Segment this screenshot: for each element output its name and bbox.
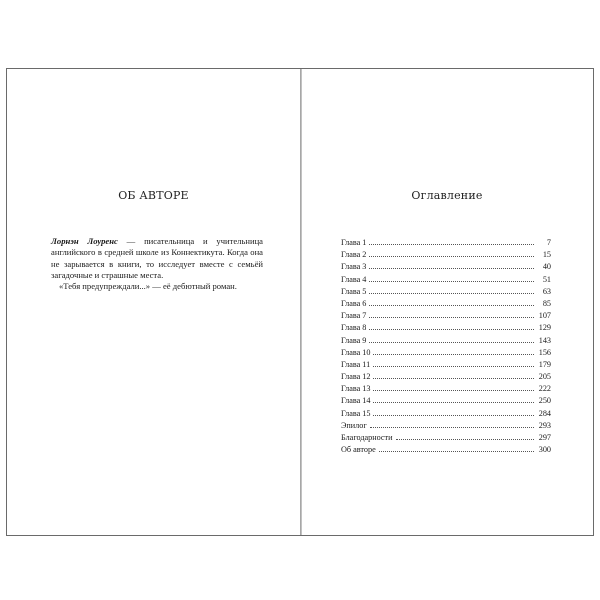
- toc-entry-title: Глава 6: [341, 298, 367, 308]
- toc-entry-page: 143: [538, 335, 551, 345]
- toc-dot-leader: [369, 261, 534, 269]
- toc-entry-title: Глава 3: [341, 262, 367, 272]
- toc-entry-page: 63: [542, 286, 551, 296]
- toc-entry: [341, 249, 551, 261]
- bio-paragraph: [51, 236, 263, 281]
- left-page: [7, 69, 300, 535]
- toc-dot-leader: [373, 383, 534, 391]
- toc-entry-page: 51: [542, 274, 551, 284]
- toc-entry-title: Глава 8: [341, 323, 367, 333]
- toc-dot-leader: [369, 298, 534, 306]
- toc-entry-title: Глава 13: [341, 384, 371, 394]
- toc-entry-page: 179: [538, 359, 551, 369]
- toc-dot-leader: [373, 347, 534, 355]
- toc-dot-leader: [370, 420, 534, 428]
- toc-entry-title: Глава 9: [341, 335, 367, 345]
- toc-dot-leader: [373, 371, 534, 379]
- toc-entry: [341, 371, 551, 383]
- toc-dot-leader: [369, 322, 534, 330]
- toc-entry: [341, 310, 551, 322]
- debut-novel-note: «Тебя предупреждали...» — её дебютный роман.: [59, 281, 237, 292]
- toc-entry-title: Об авторе: [341, 445, 376, 455]
- toc-entry-title: Глава 2: [341, 250, 367, 260]
- toc-entry-title: Эпилог: [341, 420, 367, 430]
- contents-heading: Оглавление: [411, 189, 483, 202]
- toc-entry-title: Благодарности: [341, 433, 393, 442]
- toc-dot-leader: [369, 286, 534, 294]
- toc-entry-title: Глава 4: [341, 274, 367, 284]
- toc-entry: [341, 359, 551, 371]
- toc-entry-page: 300: [538, 445, 551, 455]
- toc-entry-page: 222: [538, 384, 551, 394]
- toc-entry-page: 15: [542, 250, 551, 260]
- toc-entry: [341, 322, 551, 334]
- toc-dot-leader: [373, 408, 534, 416]
- toc-entry-title: Глава 7: [341, 311, 367, 321]
- toc-entry-title: Глава 15: [341, 408, 371, 418]
- toc-dot-leader: [369, 237, 534, 245]
- toc-entry-page: 284: [538, 408, 551, 418]
- toc-dot-leader: [369, 310, 534, 318]
- toc-entry-page: 293: [538, 420, 551, 430]
- table-of-contents: [341, 237, 551, 456]
- toc-entry-page: 40: [542, 262, 551, 272]
- toc-entry-title: Глава 10: [341, 347, 371, 357]
- bio-text: — писательница и учительница английского в средней школе из Коннектикута. Когда она не зарывается в книги, то исследует вместе с семьёй загадочные и страшные места.: [51, 236, 263, 280]
- toc-entry-title: Глава 11: [341, 359, 371, 369]
- toc-entry: [341, 261, 551, 273]
- toc-dot-leader: [373, 395, 534, 403]
- book-spread: [6, 68, 594, 536]
- toc-entry-page: 205: [538, 372, 551, 382]
- toc-entry: [341, 444, 551, 456]
- toc-entry-page: 129: [538, 323, 551, 333]
- toc-entry-title: Глава 1: [341, 238, 367, 247]
- author-name: Лорнэн Лоуренс: [51, 236, 118, 246]
- right-page: [301, 69, 593, 535]
- toc-entry-title: Глава 12: [341, 372, 371, 382]
- toc-dot-leader: [396, 432, 535, 440]
- toc-entry-page: 85: [542, 298, 551, 308]
- toc-dot-leader: [379, 444, 534, 452]
- toc-entry: [341, 298, 551, 310]
- toc-entry: [341, 432, 551, 444]
- toc-entry-title: Глава 14: [341, 396, 371, 406]
- toc-dot-leader: [373, 359, 534, 367]
- toc-entry: [341, 408, 551, 420]
- toc-entry: [341, 420, 551, 432]
- toc-entry-page: 297: [538, 433, 551, 442]
- toc-entry: [341, 335, 551, 347]
- toc-entry: [341, 395, 551, 407]
- author-bio: [51, 236, 263, 292]
- toc-dot-leader: [369, 335, 534, 343]
- toc-entry-page: 107: [538, 311, 551, 321]
- toc-entry-page: 250: [538, 396, 551, 406]
- toc-dot-leader: [369, 274, 534, 282]
- toc-entry: [341, 286, 551, 298]
- toc-entry-title: Глава 5: [341, 286, 367, 296]
- toc-entry: [341, 274, 551, 286]
- toc-entry-page: 156: [538, 347, 551, 357]
- toc-entry: [341, 347, 551, 359]
- about-author-heading: ОБ АВТОРЕ: [118, 189, 189, 202]
- toc-entry-page: 7: [546, 238, 551, 247]
- toc-dot-leader: [369, 249, 534, 257]
- toc-entry: [341, 237, 551, 249]
- toc-entry: [341, 383, 551, 395]
